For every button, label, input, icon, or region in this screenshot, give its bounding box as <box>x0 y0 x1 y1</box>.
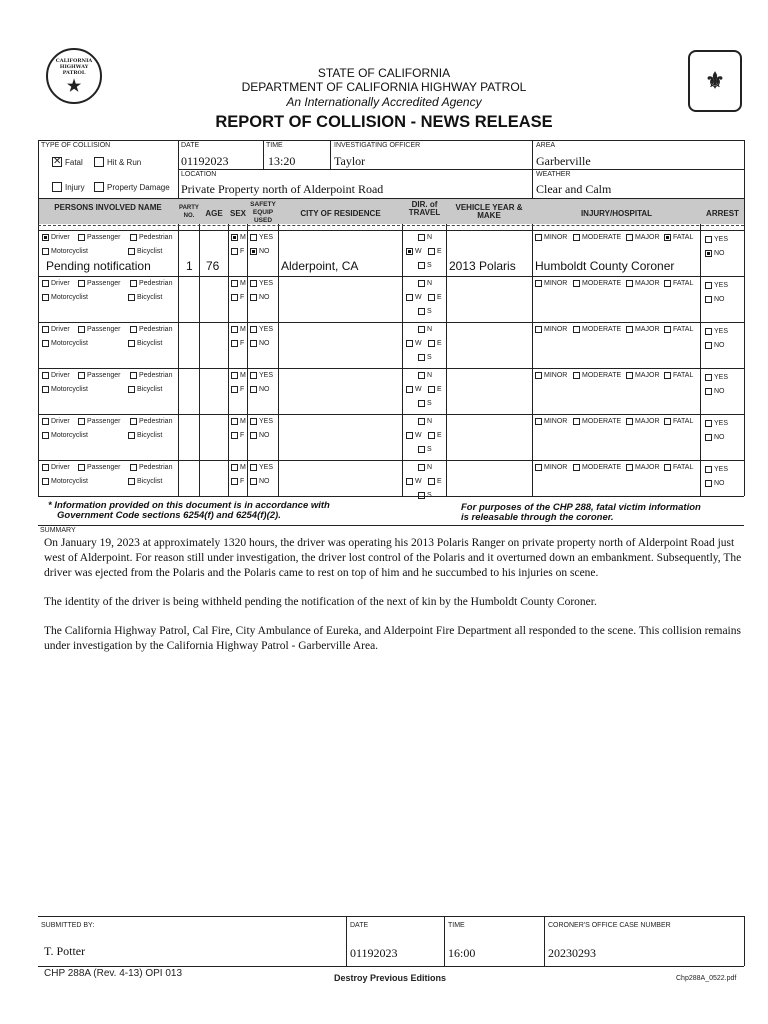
dir-e-checkbox[interactable]: E <box>428 247 442 256</box>
checkbox-icon <box>418 280 425 287</box>
bicyclist-checkbox[interactable]: Bicyclist <box>128 431 162 440</box>
driver-checkbox[interactable]: Driver <box>42 371 70 380</box>
motorcyclist-checkbox[interactable]: Motorcyclist <box>42 477 88 486</box>
sex-m-checkbox[interactable]: M <box>231 325 246 334</box>
dir-n-checkbox[interactable]: N <box>418 325 432 334</box>
checkbox-icon <box>705 250 712 257</box>
arrest-no-checkbox[interactable]: NO <box>705 341 725 350</box>
passenger-checkbox[interactable]: Passenger <box>78 279 120 288</box>
city-value: Alderpoint, CA <box>281 259 359 273</box>
footer-time-value: 16:00 <box>448 946 476 960</box>
checkbox-icon <box>78 372 85 379</box>
motorcyclist-checkbox[interactable]: Motorcyclist <box>42 385 88 394</box>
checkbox-icon <box>428 294 435 301</box>
checkbox-icon <box>250 478 257 485</box>
checkbox-icon <box>250 372 257 379</box>
checkbox-icon <box>231 386 238 393</box>
driver-checkbox[interactable]: Driver <box>42 417 70 426</box>
checkbox-icon <box>573 280 580 287</box>
injury-fatal-checkbox[interactable]: FATAL <box>664 279 693 288</box>
checkbox-icon <box>705 466 712 473</box>
footer-date-label: DATE <box>350 922 369 929</box>
checkbox-icon <box>231 372 238 379</box>
sex-f-checkbox[interactable]: F <box>231 293 244 302</box>
checkbox-icon <box>78 326 85 333</box>
checkbox-icon <box>130 326 137 333</box>
checkbox-icon <box>250 340 257 347</box>
location-label: LOCATION <box>181 171 217 178</box>
checkbox-icon <box>705 480 712 487</box>
checkbox-icon <box>428 432 435 439</box>
dir-w-checkbox[interactable]: W <box>406 339 422 348</box>
dir-s-checkbox[interactable]: S <box>418 307 432 316</box>
checkbox-icon <box>705 388 712 395</box>
checkbox-icon <box>418 326 425 333</box>
agency-tagline: An Internationally Accredited Agency <box>286 95 482 109</box>
fatal-checkbox[interactable]: ✕ Fatal <box>53 156 83 167</box>
dir-w-checkbox[interactable]: W <box>406 293 422 302</box>
destroy-notice: Destroy Previous Editions <box>334 973 447 983</box>
footer-date-value: 01192023 <box>350 946 398 960</box>
safety-yes-checkbox[interactable]: YES <box>250 325 273 334</box>
checkbox-icon <box>231 280 238 287</box>
coroner-note: For purposes of the CHP 288, fatal victim information is releasable through the coroner. <box>461 502 701 523</box>
hospital-value: Humboldt County Coroner <box>535 259 675 273</box>
checkbox-icon <box>626 418 633 425</box>
dir-w-checkbox[interactable]: W <box>406 247 422 256</box>
summary-paragraph-3: The California Highway Patrol, Cal Fire, City Ambulance of Eureka, and Alderpoint Fire Department all responded to the scene. This collision remains under investigation by the California Highway Patrol - Garberville Area. <box>44 625 741 652</box>
sex-m-checkbox[interactable]: M <box>231 371 246 380</box>
checkbox-icon <box>428 340 435 347</box>
checkbox-icon <box>130 372 137 379</box>
checkbox-icon <box>573 372 580 379</box>
checkbox-icon <box>128 478 135 485</box>
checkbox-icon <box>231 464 238 471</box>
dir-w-checkbox[interactable]: W <box>406 477 422 486</box>
checkbox-icon <box>418 492 425 499</box>
dir-n-checkbox[interactable]: N <box>418 417 432 426</box>
driver-checkbox[interactable]: Driver <box>42 233 70 242</box>
checkbox-icon <box>573 326 580 333</box>
checkbox-icon <box>705 282 712 289</box>
checkbox-icon <box>418 400 425 407</box>
pdf-filename: Chp288A_0522.pdf <box>676 975 737 982</box>
arrest-no-checkbox[interactable]: NO <box>705 479 725 488</box>
checkbox-icon <box>705 296 712 303</box>
checkbox-icon <box>78 464 85 471</box>
checkbox-icon <box>128 432 135 439</box>
arrest-no-checkbox[interactable]: NO <box>705 249 725 258</box>
person-name-value: Pending notification <box>46 259 151 273</box>
pedestrian-checkbox[interactable]: Pedestrian <box>130 325 172 334</box>
checkbox-icon <box>130 280 137 287</box>
injury-moderate-checkbox[interactable]: MODERATE <box>573 463 621 472</box>
checkbox-icon <box>250 432 257 439</box>
checkbox-icon <box>78 418 85 425</box>
checkbox-icon <box>428 248 435 255</box>
checkbox-icon <box>250 464 257 471</box>
injury-moderate-checkbox[interactable]: MODERATE <box>573 371 621 380</box>
safety-yes-checkbox[interactable]: YES <box>250 417 273 426</box>
col-persons: PERSONS INVOLVED NAME <box>54 203 162 212</box>
checkbox-icon <box>705 374 712 381</box>
passenger-checkbox[interactable]: Passenger <box>78 325 120 334</box>
injury-minor-checkbox[interactable]: MINOR <box>535 463 567 472</box>
area-value: Garberville <box>536 154 591 168</box>
checkbox-icon <box>78 280 85 287</box>
checkbox-icon <box>406 432 413 439</box>
injury-major-checkbox[interactable]: MAJOR <box>626 233 660 242</box>
safety-yes-checkbox[interactable]: YES <box>250 233 273 242</box>
dir-n-checkbox[interactable]: N <box>418 463 432 472</box>
checkbox-icon <box>128 340 135 347</box>
checkbox-icon <box>231 418 238 425</box>
date-label: DATE <box>181 142 200 149</box>
col-city: CITY OF RESIDENCE <box>300 209 381 218</box>
date-value: 01192023 <box>181 154 229 168</box>
safety-no-checkbox[interactable]: NO <box>250 339 270 348</box>
sex-m-checkbox[interactable]: M <box>231 279 246 288</box>
checkbox-icon <box>231 248 238 255</box>
footer-time-label: TIME <box>448 922 465 929</box>
dir-s-checkbox[interactable]: S <box>418 491 432 500</box>
arrest-no-checkbox[interactable]: NO <box>705 295 725 304</box>
injury-minor-checkbox[interactable]: MINOR <box>535 233 567 242</box>
checkbox-icon <box>418 372 425 379</box>
submitted-by-value: T. Potter <box>44 944 86 958</box>
pedestrian-checkbox[interactable]: Pedestrian <box>130 417 172 426</box>
injury-major-checkbox[interactable]: MAJOR <box>626 279 660 288</box>
checkbox-icon <box>664 326 671 333</box>
checkbox-icon <box>231 340 238 347</box>
checkbox-icon <box>42 280 49 287</box>
party-no-value: 1 <box>186 259 193 273</box>
checkbox-icon <box>535 418 542 425</box>
dir-e-checkbox[interactable]: E <box>428 293 442 302</box>
checkbox-icon <box>231 234 238 241</box>
checkbox-icon <box>535 464 542 471</box>
checkbox-icon <box>250 248 257 255</box>
checkbox-icon <box>250 280 257 287</box>
report-title: REPORT OF COLLISION - NEWS RELEASE <box>215 113 553 131</box>
area-label: AREA <box>536 142 556 149</box>
checkbox-icon <box>428 386 435 393</box>
checkbox-icon <box>418 418 425 425</box>
pedestrian-checkbox[interactable]: Pedestrian <box>130 279 172 288</box>
arrest-yes-checkbox[interactable]: YES <box>705 327 728 336</box>
safety-no-checkbox[interactable]: NO <box>250 247 270 256</box>
checkbox-icon <box>42 248 49 255</box>
checkbox-icon <box>128 248 135 255</box>
time-label: TIME <box>266 142 283 149</box>
checkbox-icon <box>428 478 435 485</box>
checkbox-icon <box>406 478 413 485</box>
dir-e-checkbox[interactable]: E <box>428 385 442 394</box>
injury-minor-checkbox[interactable]: MINOR <box>535 279 567 288</box>
sex-f-checkbox[interactable]: F <box>231 339 244 348</box>
location-value: Private Property north of Alderpoint Road <box>181 182 384 196</box>
checkbox-icon <box>418 262 425 269</box>
checkbox-icon <box>418 234 425 241</box>
injury-fatal-checkbox[interactable]: FATAL <box>664 417 693 426</box>
checkbox-icon <box>128 294 135 301</box>
dir-n-checkbox[interactable]: N <box>418 279 432 288</box>
dir-s-checkbox[interactable]: S <box>418 261 432 270</box>
pedestrian-checkbox[interactable]: Pedestrian <box>130 233 172 242</box>
injury-major-checkbox[interactable]: MAJOR <box>626 417 660 426</box>
case-number-label: CORONER'S OFFICE CASE NUMBER <box>548 922 671 929</box>
injury-major-checkbox[interactable]: MAJOR <box>626 463 660 472</box>
sex-m-checkbox[interactable]: M <box>231 233 246 242</box>
department-heading: DEPARTMENT OF CALIFORNIA HIGHWAY PATROL <box>241 80 527 94</box>
weather-value: Clear and Calm <box>536 182 612 196</box>
checkbox-icon <box>231 432 238 439</box>
checkbox-icon <box>42 478 49 485</box>
checkbox-icon <box>626 372 633 379</box>
checkbox-icon <box>231 294 238 301</box>
checkbox-icon <box>626 280 633 287</box>
checkbox-icon <box>250 418 257 425</box>
safety-yes-checkbox[interactable]: YES <box>250 279 273 288</box>
checkbox-icon <box>664 234 671 241</box>
driver-checkbox[interactable]: Driver <box>42 463 70 472</box>
checkbox-icon <box>406 294 413 301</box>
checkbox-icon <box>535 234 542 241</box>
state-heading: STATE OF CALIFORNIA <box>317 66 451 80</box>
chp-badge-text: CALIFORNIA HIGHWAY PATROL ★ <box>55 57 93 95</box>
age-value: 76 <box>206 259 220 273</box>
case-number-value: 20230293 <box>548 946 596 960</box>
submission-table <box>38 916 744 966</box>
checkbox-icon <box>128 386 135 393</box>
dir-e-checkbox[interactable]: E <box>428 431 442 440</box>
checkbox-icon <box>130 464 137 471</box>
passenger-checkbox[interactable]: Passenger <box>78 417 120 426</box>
checkbox-icon <box>250 386 257 393</box>
arrest-yes-checkbox[interactable]: YES <box>705 419 728 428</box>
hit-run-checkbox[interactable]: Hit & Run <box>94 157 141 167</box>
checkbox-icon <box>418 308 425 315</box>
checkbox-icon <box>626 234 633 241</box>
checkbox-icon <box>705 420 712 427</box>
injury-major-checkbox[interactable]: MAJOR <box>626 371 660 380</box>
checkbox-icon <box>573 464 580 471</box>
col-injury: INJURY/HOSPITAL <box>580 209 653 218</box>
checkbox-icon <box>130 418 137 425</box>
checkbox-icon <box>705 328 712 335</box>
bicyclist-checkbox[interactable]: Bicyclist <box>128 385 162 394</box>
checkbox-icon <box>573 418 580 425</box>
checkbox-icon <box>573 234 580 241</box>
injury-checkbox[interactable]: Injury <box>52 182 85 192</box>
passenger-checkbox[interactable]: Passenger <box>78 371 120 380</box>
sex-m-checkbox[interactable]: M <box>231 463 246 472</box>
checkbox-icon <box>664 418 671 425</box>
bicyclist-checkbox[interactable]: Bicyclist <box>128 339 162 348</box>
col-age: AGE <box>205 209 223 218</box>
checkbox-icon <box>664 372 671 379</box>
pedestrian-checkbox[interactable]: Pedestrian <box>130 463 172 472</box>
sex-f-checkbox[interactable]: F <box>231 247 244 256</box>
safety-no-checkbox[interactable]: NO <box>250 293 270 302</box>
checkbox-icon <box>406 386 413 393</box>
arrest-yes-checkbox[interactable]: YES <box>705 373 728 382</box>
checkbox-icon <box>535 372 542 379</box>
sex-f-checkbox[interactable]: F <box>231 385 244 394</box>
sex-f-checkbox[interactable]: F <box>231 431 244 440</box>
motorcyclist-checkbox[interactable]: Motorcyclist <box>42 339 88 348</box>
checkbox-icon <box>42 294 49 301</box>
safety-no-checkbox[interactable]: NO <box>250 431 270 440</box>
checkbox-icon <box>231 326 238 333</box>
dir-e-checkbox[interactable]: E <box>428 477 442 486</box>
col-vehicle: VEHICLE YEAR & MAKE <box>455 203 523 220</box>
checkbox-icon <box>42 464 49 471</box>
checkbox-icon <box>78 234 85 241</box>
checkbox-icon <box>418 464 425 471</box>
checked-x-icon: ✕ <box>53 156 62 167</box>
checkbox-icon <box>42 386 49 393</box>
checkbox-icon <box>130 234 137 241</box>
col-dir: DIR. of TRAVEL <box>408 200 441 217</box>
dir-n-checkbox[interactable]: N <box>418 371 432 380</box>
motorcyclist-checkbox[interactable]: Motorcyclist <box>42 293 88 302</box>
motorcyclist-checkbox[interactable]: Motorcyclist <box>42 247 88 256</box>
safety-no-checkbox[interactable]: NO <box>250 385 270 394</box>
arrest-no-checkbox[interactable]: NO <box>705 387 725 396</box>
seal-icon: ⚜ <box>705 68 725 94</box>
checkbox-icon <box>705 342 712 349</box>
submitted-by-label: SUBMITTED BY: <box>41 922 95 929</box>
type-of-collision-label: TYPE OF COLLISION <box>41 142 111 149</box>
injury-fatal-checkbox[interactable]: FATAL <box>664 325 693 334</box>
dir-s-checkbox[interactable]: S <box>418 445 432 454</box>
officer-value: Taylor <box>334 154 366 168</box>
arrest-yes-checkbox[interactable]: YES <box>705 465 728 474</box>
checkbox-icon <box>42 234 49 241</box>
bicyclist-checkbox[interactable]: Bicyclist <box>128 247 162 256</box>
injury-minor-checkbox[interactable]: MINOR <box>535 371 567 380</box>
injury-fatal-checkbox[interactable]: FATAL <box>664 233 693 242</box>
motorcyclist-checkbox[interactable]: Motorcyclist <box>42 431 88 440</box>
bicyclist-checkbox[interactable]: Bicyclist <box>128 293 162 302</box>
driver-checkbox[interactable]: Driver <box>42 279 70 288</box>
checkbox-icon <box>250 294 257 301</box>
property-damage-checkbox[interactable]: Property Damage <box>94 182 170 192</box>
checkbox-icon <box>418 446 425 453</box>
checkbox-icon <box>250 234 257 241</box>
checkbox-icon <box>626 326 633 333</box>
injury-moderate-checkbox[interactable]: MODERATE <box>573 233 621 242</box>
injury-minor-checkbox[interactable]: MINOR <box>535 417 567 426</box>
collision-form <box>38 140 744 499</box>
checkbox-icon <box>406 248 413 255</box>
dir-w-checkbox[interactable]: W <box>406 385 422 394</box>
summary-label: SUMMARY <box>40 527 76 534</box>
summary-paragraph-1: On January 19, 2023 at approximately 1320 hours, the driver was operating his 2013 Polaris Ranger on private property north of Alderpoint Road just west of Alderpoint. For reason still under investigation, the driver lost control of the Polaris and it overturned down an embankment. Subsequently, The driver was ejected from the Polaris and the Polaris came to rest on top of him and he succumbed to his injuries on scene. <box>44 537 742 579</box>
sex-f-checkbox[interactable]: F <box>231 477 244 486</box>
safety-no-checkbox[interactable]: NO <box>250 477 270 486</box>
checkbox-icon <box>664 280 671 287</box>
dir-s-checkbox[interactable]: S <box>418 399 432 408</box>
checkbox-icon <box>406 340 413 347</box>
injury-moderate-checkbox[interactable]: MODERATE <box>573 325 621 334</box>
injury-fatal-checkbox[interactable]: FATAL <box>664 463 693 472</box>
safety-yes-checkbox[interactable]: YES <box>250 463 273 472</box>
dir-s-checkbox[interactable]: S <box>418 353 432 362</box>
dir-e-checkbox[interactable]: E <box>428 339 442 348</box>
injury-fatal-checkbox[interactable]: FATAL <box>664 371 693 380</box>
sex-m-checkbox[interactable]: M <box>231 417 246 426</box>
injury-major-checkbox[interactable]: MAJOR <box>626 325 660 334</box>
col-safety: SAFETY EQUIP USED <box>250 201 276 224</box>
bicyclist-checkbox[interactable]: Bicyclist <box>128 477 162 486</box>
passenger-checkbox[interactable]: Passenger <box>78 233 120 242</box>
injury-moderate-checkbox[interactable]: MODERATE <box>573 417 621 426</box>
checkbox-icon <box>535 280 542 287</box>
summary-text <box>44 536 744 668</box>
dir-n-checkbox[interactable]: N <box>418 233 432 242</box>
injury-moderate-checkbox[interactable]: MODERATE <box>573 279 621 288</box>
col-party: PARTY NO. <box>179 205 199 219</box>
safety-yes-checkbox[interactable]: YES <box>250 371 273 380</box>
arrest-yes-checkbox[interactable]: YES <box>705 235 728 244</box>
checkbox-icon <box>42 372 49 379</box>
disclosure-note: * Information provided on this document is in accordance with Government Code sections 6254(f) and 6254(f)(2). <box>48 500 330 521</box>
checkbox-icon <box>705 434 712 441</box>
checkbox-icon <box>42 340 49 347</box>
checkbox-icon <box>250 326 257 333</box>
col-sex: SEX <box>229 209 246 218</box>
injury-minor-checkbox[interactable]: MINOR <box>535 325 567 334</box>
checkbox-icon <box>42 418 49 425</box>
driver-checkbox[interactable]: Driver <box>42 325 70 334</box>
checkbox-icon <box>626 464 633 471</box>
checkbox-icon <box>535 326 542 333</box>
form-number: CHP 288A (Rev. 4-13) OPI 013 <box>44 968 183 979</box>
dir-w-checkbox[interactable]: W <box>406 431 422 440</box>
checkbox-icon <box>418 354 425 361</box>
officer-label: INVESTIGATING OFFICER <box>334 142 421 149</box>
vehicle-value: 2013 Polaris <box>449 259 516 273</box>
time-value: 13:20 <box>268 154 296 168</box>
summary-paragraph-2: The identity of the driver is being withheld pending the notification of the next of kin by the Humboldt County Coroner. <box>44 596 597 608</box>
arrest-yes-checkbox[interactable]: YES <box>705 281 728 290</box>
checkbox-icon <box>42 326 49 333</box>
arrest-no-checkbox[interactable]: NO <box>705 433 725 442</box>
pedestrian-checkbox[interactable]: Pedestrian <box>130 371 172 380</box>
checkbox-icon <box>42 432 49 439</box>
weather-label: WEATHER <box>536 171 571 178</box>
checkbox-icon <box>664 464 671 471</box>
col-arrest: ARREST <box>706 209 739 218</box>
passenger-checkbox[interactable]: Passenger <box>78 463 120 472</box>
checkbox-icon <box>705 236 712 243</box>
checkbox-icon <box>231 478 238 485</box>
